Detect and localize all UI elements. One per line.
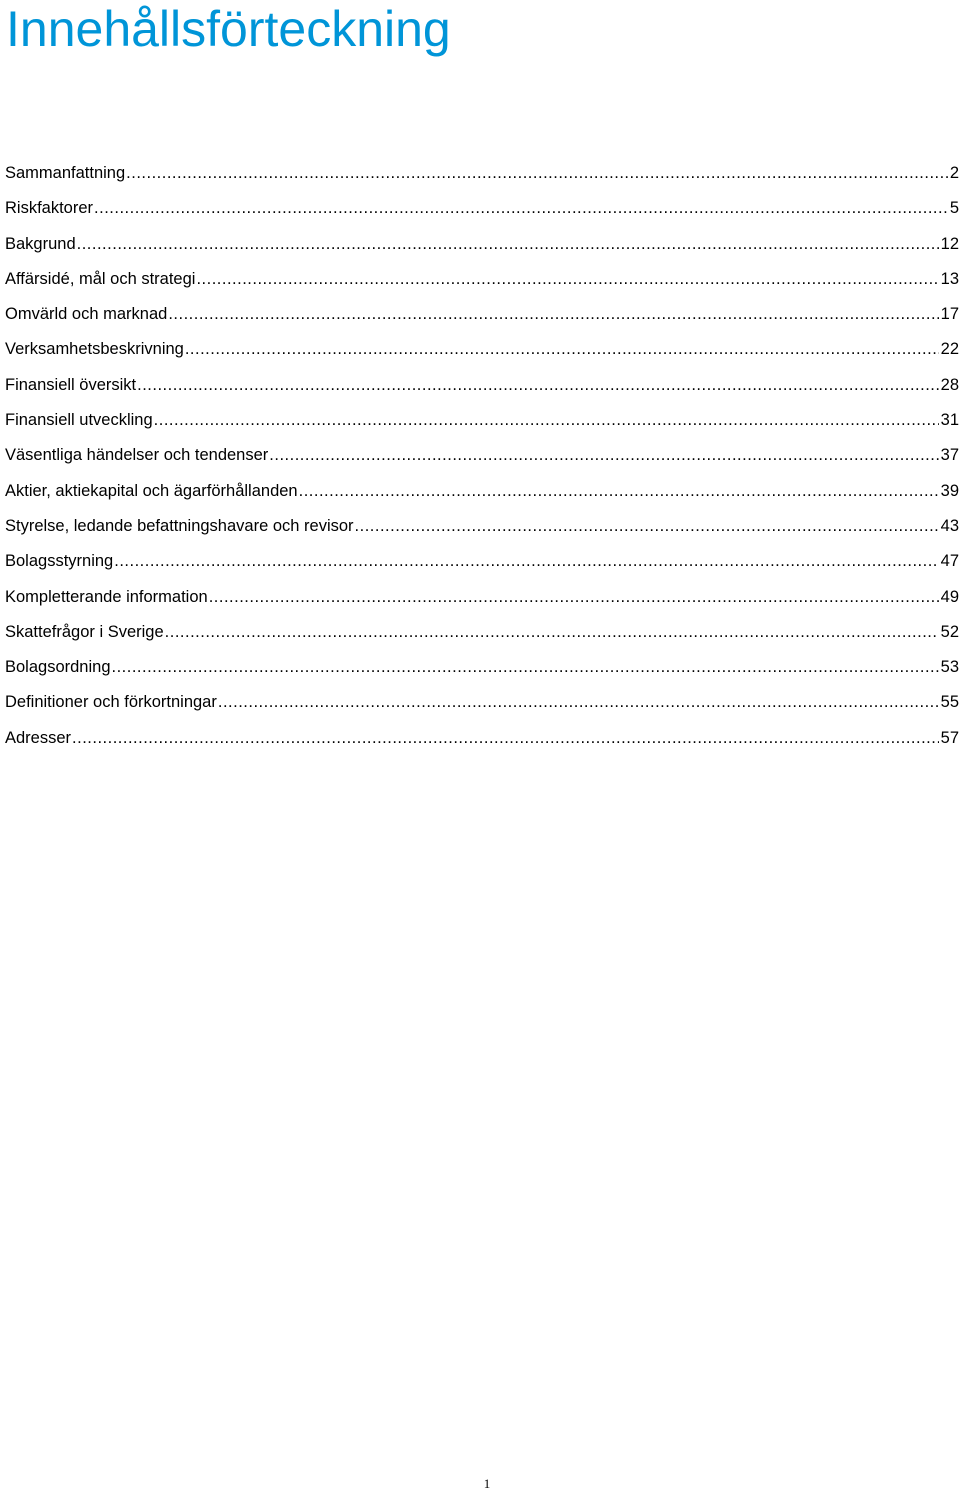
toc-entry-page: 57 [940, 728, 959, 747]
toc-entry-page: 39 [940, 481, 959, 500]
dot-leader [77, 229, 939, 259]
page-title: Innehållsförteckning [6, 1, 451, 57]
toc-entry-title: Omvärld och marknad [5, 305, 168, 324]
dot-leader [218, 687, 939, 717]
toc-entry[interactable] [5, 476, 959, 511]
toc-entry-page: 13 [940, 269, 959, 288]
toc-entry[interactable] [5, 546, 959, 581]
toc-entry-title: Adresser [5, 728, 72, 747]
toc-entry-page: 17 [940, 305, 959, 324]
dot-leader [355, 511, 939, 541]
toc-entry-page: 5 [949, 199, 959, 218]
toc-entry-title: Kompletterande information [5, 587, 208, 606]
toc-entry-page: 37 [940, 446, 959, 465]
dot-leader [165, 617, 939, 647]
toc-entry-title: Bakgrund [5, 234, 76, 253]
dot-leader [112, 652, 939, 682]
toc-entry-title: Definitioner och förkortningar [5, 693, 217, 712]
toc-entry-title: Aktier, aktiekapital och ägarförhållanden [5, 481, 298, 500]
toc-entry[interactable] [5, 229, 959, 264]
dot-leader [168, 299, 938, 329]
toc-entry[interactable] [5, 264, 959, 299]
toc-entry[interactable] [5, 299, 959, 334]
toc-entry[interactable] [5, 193, 959, 228]
toc-entry[interactable] [5, 405, 959, 440]
dot-leader [126, 158, 948, 188]
toc-entry[interactable] [5, 370, 959, 405]
page-number: 1 [483, 1476, 491, 1491]
toc-entry-page: 47 [940, 552, 959, 571]
toc-entry[interactable] [5, 617, 959, 652]
dot-leader [154, 405, 939, 435]
toc-entry[interactable] [5, 158, 959, 193]
toc-entry-page: 55 [940, 693, 959, 712]
dot-leader [269, 440, 938, 470]
toc-entry-title: Sammanfattning [5, 164, 126, 182]
toc-entry[interactable] [5, 440, 959, 475]
toc-entry-page: 28 [940, 375, 959, 394]
toc-entry-title: Verksamhetsbeskrivning [5, 340, 184, 359]
toc-entry-title: Skattefrågor i Sverige [5, 622, 164, 641]
toc-entry[interactable] [5, 511, 959, 546]
toc-entry[interactable] [5, 334, 959, 369]
toc-entry[interactable] [5, 652, 959, 687]
toc-entry[interactable] [5, 723, 959, 758]
toc-entry-title: Finansiell översikt [5, 375, 137, 394]
dot-leader [137, 370, 939, 400]
toc-entry-page: 2 [949, 164, 959, 182]
toc-entry-page: 49 [940, 587, 959, 606]
toc-entry-page: 22 [940, 340, 959, 359]
toc-entry-title: Väsentliga händelser och tendenser [5, 446, 269, 465]
toc-entry-title: Affärsidé, mål och strategi [5, 269, 196, 288]
toc-entry-page: 53 [940, 658, 959, 677]
toc-entry-title: Bolagsstyrning [5, 552, 114, 571]
toc-entry-title: Finansiell utveckling [5, 411, 153, 430]
dot-leader [185, 334, 939, 364]
toc-entry-page: 12 [940, 234, 959, 253]
toc-entry[interactable] [5, 687, 959, 722]
toc-entry-title: Bolagsordning [5, 658, 111, 677]
dot-leader [299, 476, 939, 506]
toc-entry-page: 31 [940, 411, 959, 430]
dot-leader [94, 193, 948, 223]
toc-entry-title: Riskfaktorer [5, 199, 94, 218]
table-of-contents [5, 158, 959, 758]
toc-entry[interactable] [5, 582, 959, 617]
dot-leader [196, 264, 938, 294]
toc-entry-title: Styrelse, ledande befattningshavare och revisor [5, 516, 354, 535]
dot-leader [72, 723, 939, 753]
toc-entry-page: 43 [940, 516, 959, 535]
toc-entry-page: 52 [940, 622, 959, 641]
dot-leader [114, 546, 938, 576]
dot-leader [209, 582, 939, 612]
